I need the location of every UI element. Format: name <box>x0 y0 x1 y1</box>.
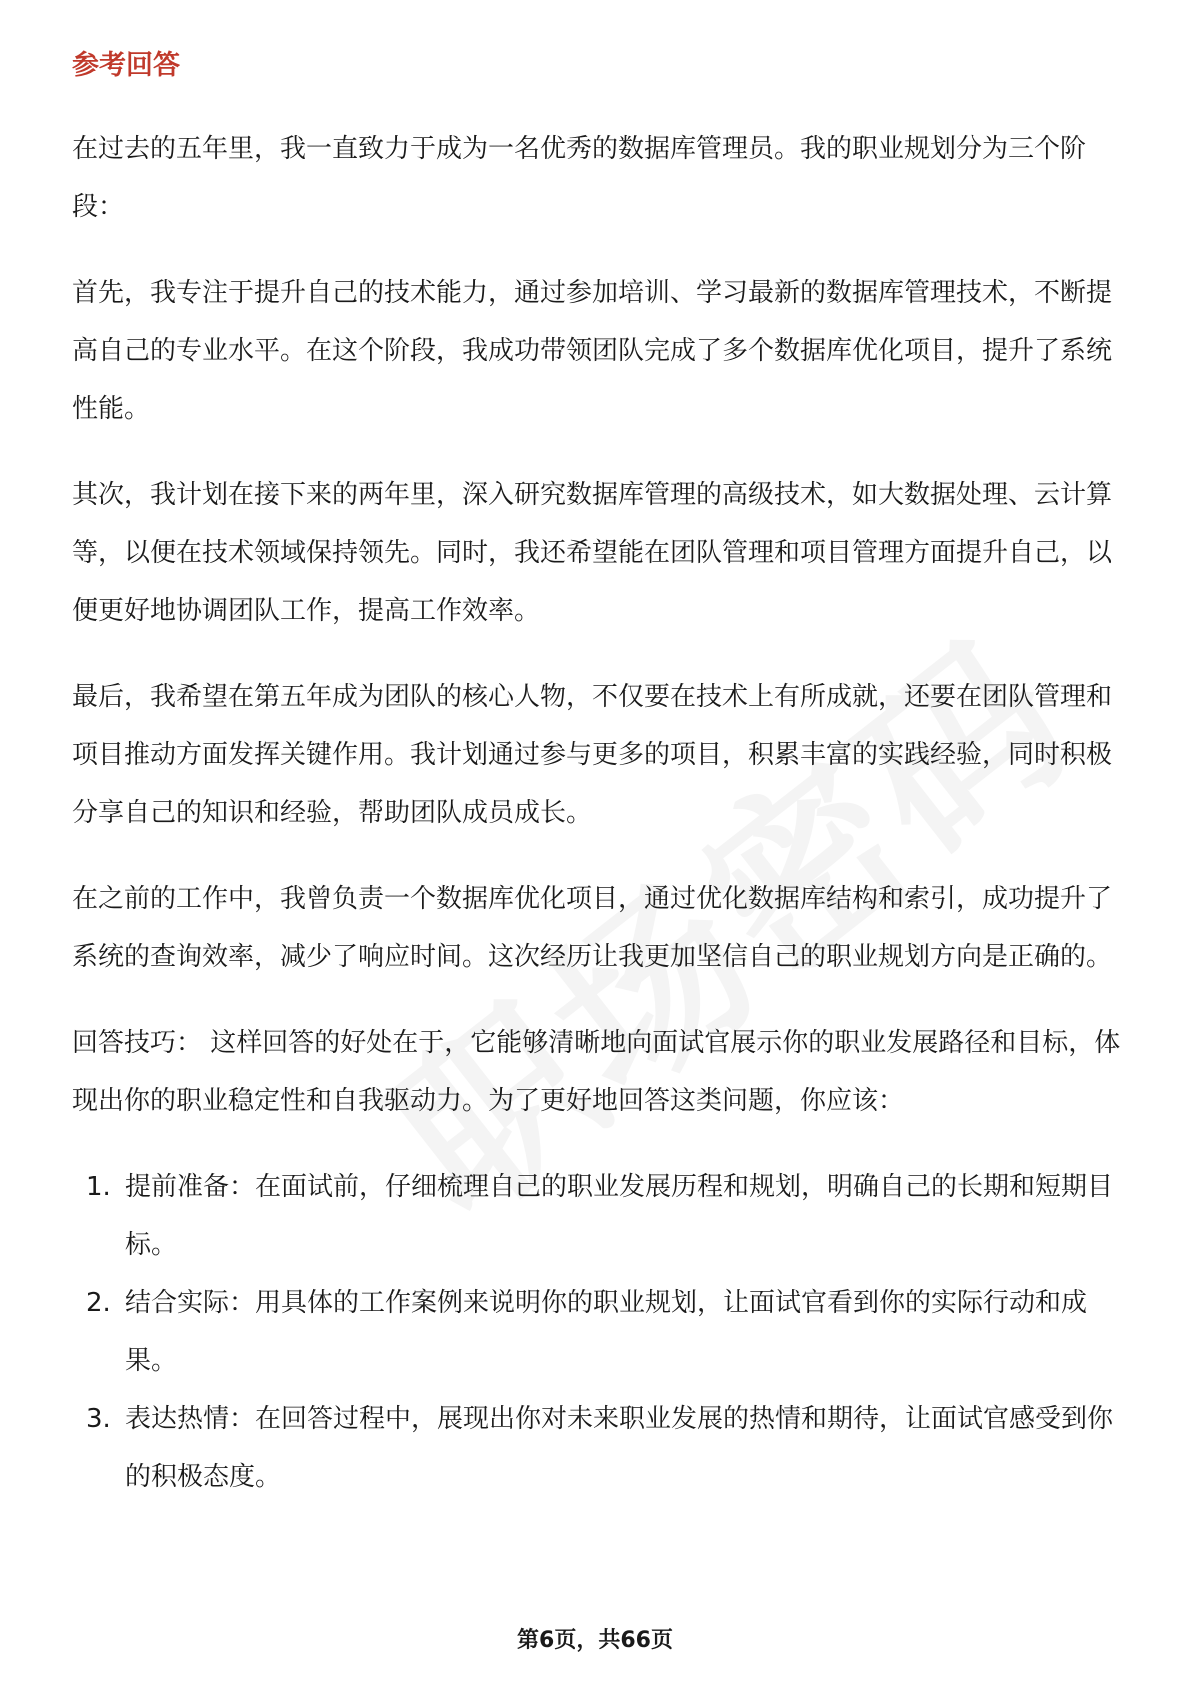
paragraph-experience: 在之前的工作中，我曾负责一个数据库优化项目，通过优化数据库结构和索引，成功提升了系统的查询效率，减少了响应时间。这次经历让我更加坚信自己的职业规划方向是正确的。 <box>72 884 1113 972</box>
list-item <box>72 1158 1132 1274</box>
list-item <box>72 1274 1132 1390</box>
list-item-number: 1. <box>86 1172 111 1202</box>
list-item-text: 提前准备：在面试前，仔细梳理自己的职业发展历程和规划，明确自己的长期和短期目标。 <box>125 1172 1114 1260</box>
section-heading: 参考回答 <box>72 50 180 81</box>
paragraph-intro: 在过去的五年里，我一直致力于成为一名优秀的数据库管理员。我的职业规划分为三个阶段： <box>72 134 1087 222</box>
tips-list <box>72 1158 1132 1506</box>
list-item-text: 表达热情：在回答过程中，展现出你对未来职业发展的热情和期待，让面试官感受到你的积极态度。 <box>125 1404 1114 1492</box>
list-item-number: 3. <box>86 1404 111 1434</box>
page-number: 第6页，共66页 <box>517 1628 673 1653</box>
paragraph-final-stage: 最后，我希望在第五年成为团队的核心人物，不仅要在技术上有所成就，还要在团队管理和项目推动方面发挥关键作用。我计划通过参与更多的项目，积累丰富的实践经验，同时积极分享自己的知识和经验，帮助团队成员成长。 <box>72 682 1113 828</box>
list-item-number: 2. <box>86 1288 111 1318</box>
paragraph-first-stage: 首先，我专注于提升自己的技术能力，通过参加培训、学习最新的数据库管理技术，不断提高自己的专业水平。在这个阶段，我成功带领团队完成了多个数据库优化项目，提升了系统性能。 <box>72 278 1113 424</box>
paragraph-second-stage: 其次，我计划在接下来的两年里，深入研究数据库管理的高级技术，如大数据处理、云计算等，以便在技术领域保持领先。同时，我还希望能在团队管理和项目管理方面提升自己，以便更好地协调团队工作，提高工作效率。 <box>72 480 1113 626</box>
list-item <box>72 1390 1132 1506</box>
paragraph-answer-tips: 回答技巧： 这样回答的好处在于，它能够清晰地向面试官展示你的职业发展路径和目标，体现出你的职业稳定性和自我驱动力。为了更好地回答这类问题，你应该： <box>72 1028 1121 1116</box>
list-item-text: 结合实际：用具体的工作案例来说明你的职业规划，让面试官看到你的实际行动和成果。 <box>125 1288 1088 1376</box>
document-body <box>72 46 1132 1506</box>
